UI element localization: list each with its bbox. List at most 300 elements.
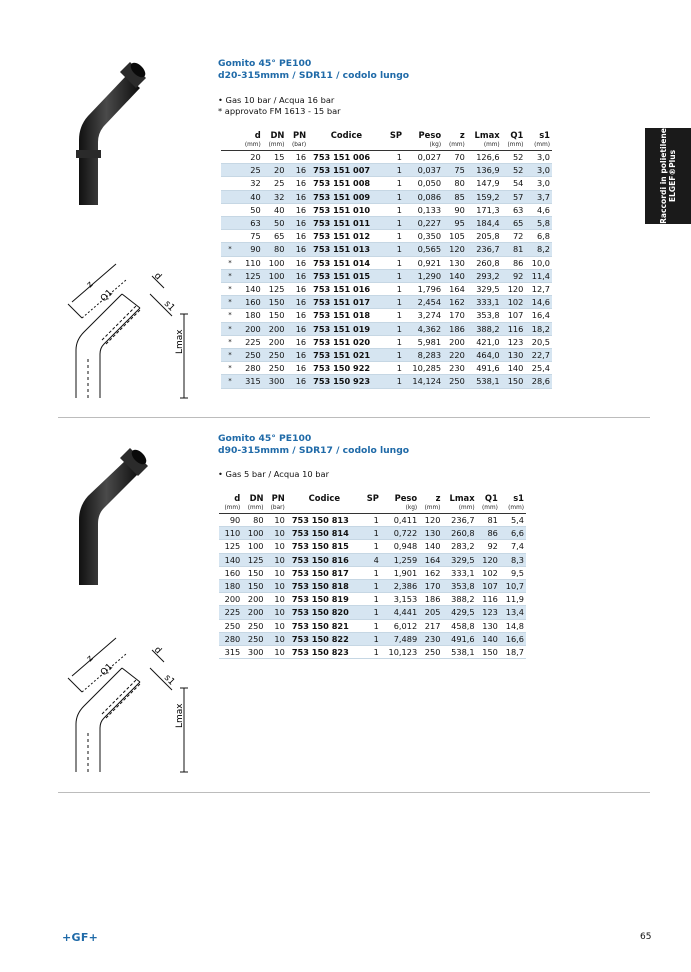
col-header: DN [249,493,264,503]
drawing2-label-d: d [151,645,163,657]
cell-lmax: 421,0 [467,335,502,348]
cell-lmax: 159,2 [467,190,502,203]
section1-title-line1: Gomito 45° PE100 [218,58,312,69]
cell-pn: 10 [266,514,287,527]
cell-sp: 1 [362,606,381,619]
cell-dn: 100 [263,256,287,269]
cell-q1: 140 [502,362,526,375]
unit-label: (mm) [500,504,526,514]
cell-pn: 16 [286,375,308,388]
unit-label: (mm) [419,504,442,514]
cell-code: 753 150 814 [287,527,362,540]
cell-code: 753 151 007 [308,164,385,177]
cell-z: 164 [419,553,442,566]
cell-dn: 65 [263,230,287,243]
cell-z: 90 [443,203,467,216]
col-header: SP [389,130,403,140]
col-header: PN [271,493,285,503]
cell-d: 25 [239,164,263,177]
cell-sp: 1 [385,322,404,335]
cell-q1: 107 [477,580,500,593]
cell-s1: 9,5 [500,566,526,579]
unit-label: (mm) [442,504,476,514]
cell-z: 164 [443,283,467,296]
cell-sp: 1 [385,309,404,322]
cell-peso: 0,227 [404,217,443,230]
cell-peso: 8,283 [404,349,443,362]
cell-dn: 40 [263,203,287,216]
cell-pn: 16 [286,164,308,177]
cell-code: 753 151 006 [308,151,385,164]
cell-pn: 16 [286,322,308,335]
cell-mark [221,164,239,177]
cell-s1: 11,9 [500,593,526,606]
cell-peso: 10,123 [381,646,419,659]
cell-peso: 0,133 [404,203,443,216]
cell-d: 63 [239,217,263,230]
cell-s1: 8,3 [500,553,526,566]
cell-dn: 32 [263,190,287,203]
cell-dn: 200 [263,322,287,335]
cell-lmax: 171,3 [467,203,502,216]
cell-mark: * [221,362,239,375]
cell-d: 315 [219,646,242,659]
cell-peso: 0,722 [381,527,419,540]
cell-code: 753 150 822 [287,632,362,645]
cell-code: 753 150 819 [287,593,362,606]
cell-lmax: 353,8 [442,580,476,593]
table-units-row [219,504,526,514]
cell-dn: 250 [263,362,287,375]
cell-d: 280 [219,632,242,645]
cell-d: 110 [239,256,263,269]
cell-mark: * [221,309,239,322]
section2-notes: • Gas 5 bar / Acqua 10 bar [218,469,330,479]
table-row [221,296,552,309]
table-row [221,309,552,322]
cell-dn: 200 [263,335,287,348]
cell-d: 315 [239,375,263,388]
table-row [221,203,552,216]
cell-pn: 16 [286,269,308,282]
drawing2-label-z: z [85,653,96,665]
elbow-product-photo-1 [66,58,166,208]
cell-s1: 5,4 [500,514,526,527]
cell-s1: 16,6 [500,632,526,645]
cell-d: 250 [219,619,242,632]
cell-s1: 18,2 [525,322,552,335]
cell-code: 753 150 821 [287,619,362,632]
cell-z: 105 [443,230,467,243]
drawing1-label-z: z [85,279,96,291]
cell-d: 32 [239,177,263,190]
cell-z: 200 [443,335,467,348]
cell-q1: 123 [502,335,526,348]
table-row [219,593,526,606]
unit-label [385,141,404,151]
cell-q1: 72 [502,230,526,243]
cell-z: 220 [443,349,467,362]
cell-pn: 16 [286,243,308,256]
cell-d: 280 [239,362,263,375]
cell-z: 186 [443,322,467,335]
cell-dn: 250 [263,349,287,362]
cell-peso: 1,901 [381,566,419,579]
cell-code: 753 151 012 [308,230,385,243]
col-header: s1 [513,493,524,503]
cell-sp: 1 [385,230,404,243]
table-row [219,646,526,659]
cell-q1: 92 [477,540,500,553]
cell-q1: 150 [477,646,500,659]
table-row [219,553,526,566]
drawing2-label-s1: s1 [161,673,177,688]
section2-table-body [219,514,526,659]
cell-dn: 300 [242,646,265,659]
cell-lmax: 429,5 [442,606,476,619]
cell-z: 186 [419,593,442,606]
cell-z: 70 [443,151,467,164]
cell-lmax: 538,1 [442,646,476,659]
side-chapter-tab [645,128,691,224]
cell-mark: * [221,322,239,335]
col-header: SP [366,493,379,503]
cell-lmax: 126,6 [467,151,502,164]
drawing1-label-lmax: Lmax [175,329,185,354]
side-tab-line1: Raccordi in polietilene [659,128,668,224]
cell-code: 753 151 015 [308,269,385,282]
cell-s1: 10,0 [525,256,552,269]
section1-title-line2: d20-315mmm / SDR11 / codolo lungo [218,69,410,81]
cell-s1: 25,4 [525,362,552,375]
table-row [221,190,552,203]
cell-mark [221,177,239,190]
cell-lmax: 236,7 [467,243,502,256]
cell-s1: 18,7 [500,646,526,659]
section-divider [58,417,650,418]
cell-lmax: 205,8 [467,230,502,243]
cell-sp: 1 [362,646,381,659]
cell-lmax: 293,2 [467,269,502,282]
cell-pn: 16 [286,217,308,230]
unit-label: (mm) [263,141,287,151]
cell-d: 40 [239,190,263,203]
col-header: Lmax [474,130,500,140]
drawing2-label-q1: Q1 [99,661,116,679]
section2-table [219,493,526,659]
table-row [221,322,552,335]
cell-peso: 2,386 [381,580,419,593]
cell-pn: 16 [286,335,308,348]
cell-s1: 3,0 [525,151,552,164]
cell-s1: 22,7 [525,349,552,362]
cell-s1: 28,6 [525,375,552,388]
cell-q1: 92 [502,269,526,282]
table-row [221,362,552,375]
unit-label: (mm) [219,504,242,514]
cell-s1: 13,4 [500,606,526,619]
cell-dn: 100 [242,527,265,540]
table-row [221,269,552,282]
cell-d: 90 [219,514,242,527]
cell-pn: 16 [286,203,308,216]
cell-q1: 52 [502,151,526,164]
cell-dn: 125 [242,553,265,566]
cell-peso: 0,037 [404,164,443,177]
cell-z: 170 [443,309,467,322]
cell-lmax: 283,2 [442,540,476,553]
cell-peso: 0,086 [404,190,443,203]
cell-pn: 10 [266,632,287,645]
col-header: d [254,130,261,140]
section1-note1: Gas 10 bar / Acqua 16 bar [225,95,335,105]
table-row [221,375,552,388]
section1-note2: approvato FM 1613 - 15 bar [224,105,341,116]
cell-q1: 130 [502,349,526,362]
cell-pn: 16 [286,190,308,203]
unit-label [362,504,381,514]
page-number: 65 [640,932,652,942]
table-row [221,151,552,164]
table-row [221,164,552,177]
section2-title [218,433,409,456]
cell-sp: 4 [362,553,381,566]
cell-pn: 16 [286,349,308,362]
cell-pn: 16 [286,256,308,269]
cell-mark [221,230,239,243]
section-divider [58,792,650,793]
cell-peso: 0,350 [404,230,443,243]
cell-pn: 16 [286,309,308,322]
cell-dn: 150 [263,296,287,309]
cell-d: 180 [239,309,263,322]
cell-code: 753 151 017 [308,296,385,309]
col-header: Peso [418,130,442,140]
cell-lmax: 260,8 [467,256,502,269]
cell-pn: 10 [266,646,287,659]
table-row [221,230,552,243]
cell-sp: 1 [385,164,404,177]
cell-pn: 10 [266,580,287,593]
section1-title [218,58,409,81]
unit-label: (mm) [477,504,500,514]
cell-code: 753 150 813 [287,514,362,527]
unit-label: (mm) [242,504,265,514]
cell-peso: 0,050 [404,177,443,190]
cell-code: 753 151 009 [308,190,385,203]
section1-table-body [221,151,552,389]
table-header-row [221,130,552,141]
cell-sp: 1 [385,269,404,282]
cell-pn: 10 [266,606,287,619]
cell-dn: 15 [263,151,287,164]
cell-sp: 1 [385,217,404,230]
cell-d: 140 [219,553,242,566]
cell-peso: 4,441 [381,606,419,619]
unit-label: (kg) [404,141,443,151]
cell-pn: 16 [286,151,308,164]
cell-code: 753 151 019 [308,322,385,335]
table-row [221,243,552,256]
cell-dn: 20 [263,164,287,177]
cell-d: 90 [239,243,263,256]
cell-pn: 10 [266,593,287,606]
cell-peso: 1,259 [381,553,419,566]
cell-z: 170 [419,580,442,593]
cell-mark: * [221,283,239,296]
cell-sp: 1 [385,296,404,309]
cell-q1: 130 [477,619,500,632]
cell-code: 753 150 820 [287,606,362,619]
cell-d: 200 [219,593,242,606]
cell-peso: 5,981 [404,335,443,348]
cell-sp: 1 [385,349,404,362]
cell-code: 753 151 021 [308,349,385,362]
cell-d: 180 [219,580,242,593]
table-row [221,256,552,269]
cell-peso: 7,489 [381,632,419,645]
cell-z: 130 [419,527,442,540]
cell-q1: 65 [502,217,526,230]
cell-s1: 3,0 [525,177,552,190]
cell-lmax: 333,1 [467,296,502,309]
cell-lmax: 329,5 [442,553,476,566]
cell-s1: 4,6 [525,203,552,216]
cell-d: 225 [239,335,263,348]
unit-label: (mm) [525,141,552,151]
cell-mark: * [221,375,239,388]
cell-z: 250 [443,375,467,388]
cell-dn: 125 [263,283,287,296]
cell-s1: 8,2 [525,243,552,256]
cell-sp: 1 [362,514,381,527]
cell-dn: 200 [242,593,265,606]
cell-s1: 6,8 [525,230,552,243]
cell-code: 753 150 922 [308,362,385,375]
cell-z: 162 [443,296,467,309]
cell-s1: 20,5 [525,335,552,348]
col-header: Q1 [510,130,524,140]
cell-dn: 150 [242,580,265,593]
cell-dn: 200 [242,606,265,619]
cell-sp: 1 [385,283,404,296]
unit-label: (mm) [443,141,467,151]
col-header: z [459,130,465,140]
cell-sp: 1 [362,566,381,579]
cell-s1: 3,7 [525,190,552,203]
cell-z: 95 [443,217,467,230]
cell-q1: 81 [477,514,500,527]
cell-dn: 150 [242,566,265,579]
cell-dn: 100 [242,540,265,553]
cell-sp: 1 [385,190,404,203]
col-header: Q1 [484,493,498,503]
cell-dn: 80 [242,514,265,527]
cell-code: 753 150 818 [287,580,362,593]
cell-lmax: 184,4 [467,217,502,230]
cell-q1: 63 [502,203,526,216]
cell-code: 753 150 823 [287,646,362,659]
cell-sp: 1 [385,243,404,256]
cell-peso: 0,948 [381,540,419,553]
cell-z: 120 [419,514,442,527]
cell-q1: 52 [502,164,526,177]
cell-code: 753 151 013 [308,243,385,256]
drawing1-label-d: d [151,271,163,283]
cell-lmax: 491,6 [467,362,502,375]
cell-s1: 12,7 [525,283,552,296]
unit-label: (bar) [286,141,308,151]
cell-d: 200 [239,322,263,335]
table-row [221,335,552,348]
cell-q1: 123 [477,606,500,619]
cell-sp: 1 [385,151,404,164]
col-header: s1 [539,130,550,140]
unit-label [287,504,362,514]
cell-peso: 0,027 [404,151,443,164]
cell-sp: 1 [385,335,404,348]
cell-mark: * [221,349,239,362]
section2-title-line1: Gomito 45° PE100 [218,433,312,444]
table-row [219,632,526,645]
section1-table [221,130,552,389]
cell-mark [221,190,239,203]
cell-code: 753 150 923 [308,375,385,388]
cell-q1: 120 [477,553,500,566]
cell-q1: 150 [502,375,526,388]
col-header: DN [270,130,285,140]
cell-dn: 50 [263,217,287,230]
cell-peso: 1,290 [404,269,443,282]
table-row [219,566,526,579]
unit-label: (bar) [266,504,287,514]
table-row [221,217,552,230]
cell-mark [221,217,239,230]
section2-title-line2: d90-315mmm / SDR17 / codolo lungo [218,444,410,456]
cell-lmax: 329,5 [467,283,502,296]
cell-code: 753 151 020 [308,335,385,348]
unit-label: (kg) [381,504,419,514]
drawing2-label-lmax: Lmax [175,703,185,728]
cell-peso: 6,012 [381,619,419,632]
col-header: z [435,493,441,503]
cell-s1: 14,8 [500,619,526,632]
cell-lmax: 458,8 [442,619,476,632]
cell-z: 250 [419,646,442,659]
col-header: Lmax [449,493,475,503]
cell-pn: 16 [286,230,308,243]
cell-sp: 1 [362,580,381,593]
cell-d: 125 [219,540,242,553]
table-row [221,177,552,190]
cell-lmax: 260,8 [442,527,476,540]
cell-mark: * [221,335,239,348]
cell-code: 753 151 014 [308,256,385,269]
cell-d: 75 [239,230,263,243]
cell-z: 120 [443,243,467,256]
cell-code: 753 150 816 [287,553,362,566]
cell-d: 225 [219,606,242,619]
cell-z: 230 [443,362,467,375]
cell-pn: 10 [266,553,287,566]
cell-lmax: 464,0 [467,349,502,362]
cell-dn: 300 [263,375,287,388]
cell-q1: 86 [477,527,500,540]
col-header: Peso [394,493,418,503]
cell-sp: 1 [362,632,381,645]
cell-z: 230 [419,632,442,645]
cell-z: 75 [443,164,467,177]
